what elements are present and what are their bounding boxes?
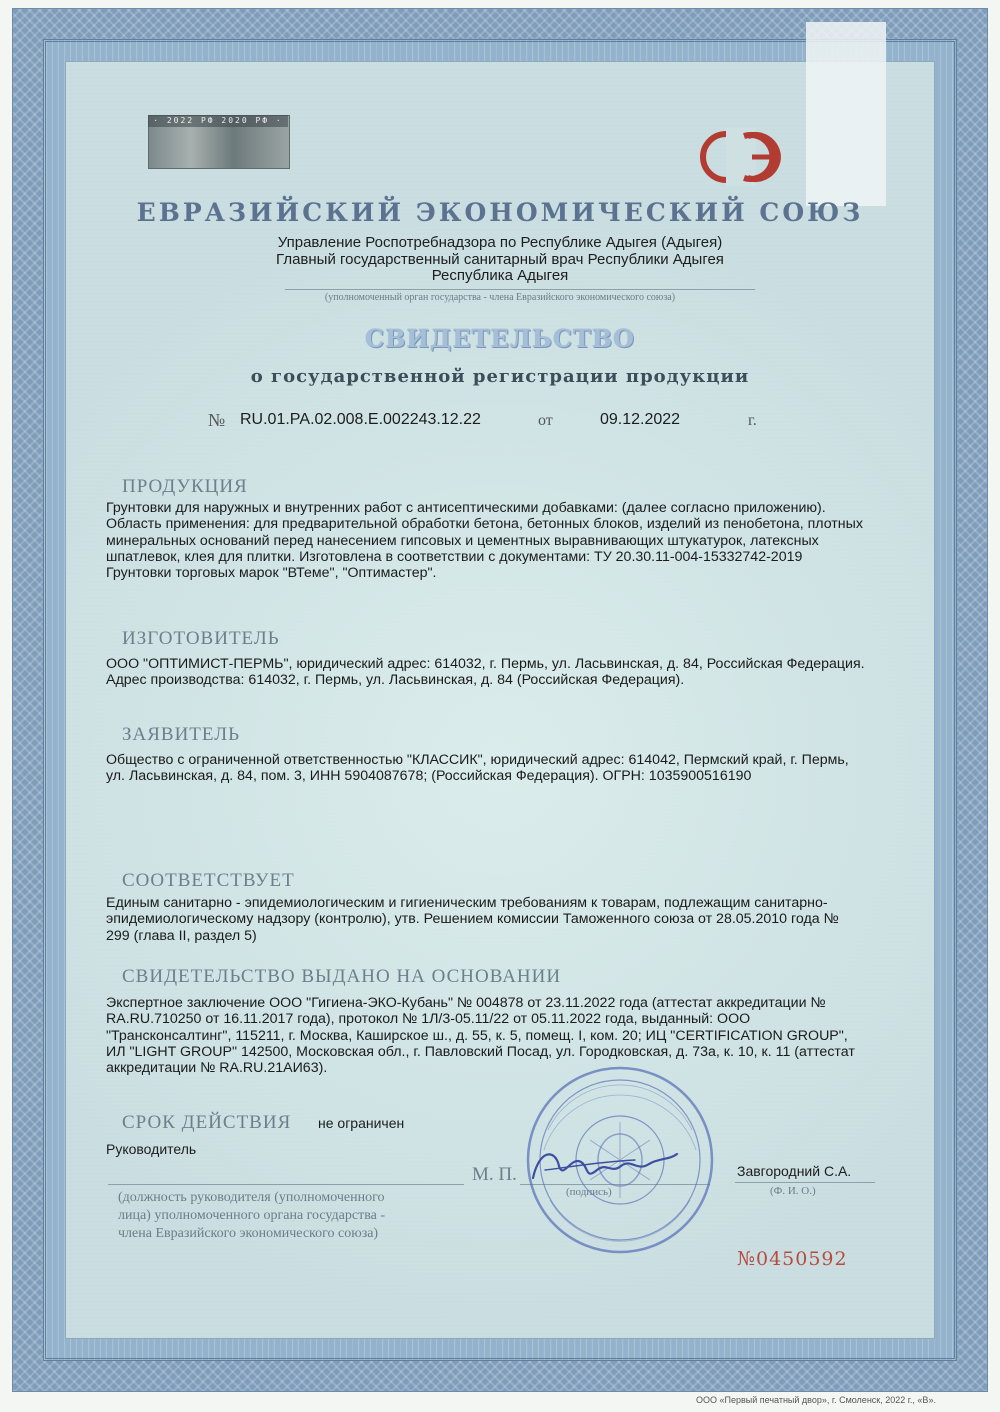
date-prefix: от [538,412,553,429]
role-label: Руководитель [106,1141,197,1157]
form-serial-number: №0450592 [737,1248,848,1270]
name-line [735,1182,875,1183]
product-text: Грунтовки для наружных и внутренних работ с антисептическими добавками: (далее согласно приложению). Область применения: для предварительной обработки бетона, бетонных блоков, изделий из пенобетона, плотных минеральных оснований перед нанесением гипсовых и цементных выравнивающих штукатурок, латексных шпатлевок, клея для плитки. Изготовлена в соответствии с документами: ТУ 20.30.11-004-15332742-2019 Грунтовки торговых марок "ВТеме", "Оптимастер". [106,500,863,582]
conforms-text: Единым санитарно - эпидемиологическим и гигиеническим требованиям к товарам, подлежащим санитарно-эпидемиологическому надзору (контролю), утв. Решением комиссии Таможенного союза от 28.05.2010 года № 299 (глава II, раздел 5) [106,895,839,944]
certificate-date: 09.12.2022 [600,411,681,428]
number-prefix: № [208,410,226,430]
certificate-subtitle: о государственной регистрации продукции [250,366,750,387]
role-caption-1: (должность руководителя (уполномоченного [118,1190,385,1205]
signature-caption: (подпись) [566,1186,612,1198]
validity-value: не ограничен [318,1115,405,1131]
authority-caption: (уполномоченный орган государства - члена Евразийского экономического союза) [324,292,676,303]
name-caption: (Ф. И. О.) [770,1185,816,1197]
handwritten-signature-icon [525,1140,685,1190]
manufacturer-text: ООО "ОПТИМИСТ-ПЕРМЬ", юридический адрес: 614032, г. Пермь, ул. Ласьвинская, д. 84, Российская Федерация. Адрес производства: 614032, г. Пермь, ул. Ласьвинская, д. 84 (Российская Федерация). [106,656,865,689]
role-caption-2: лица) уполномоченного органа государства - [118,1208,386,1223]
applicant-text: Общество с ограниченной ответственностью "КЛАССИК", юридический адрес: 614042, Пермский край, г. Пермь, ул. Ласьвинская, д. 84, пом. 3, ИНН 5904087678; (Российская Федерация). ОГРН: 1035900516190 [106,752,849,785]
product-heading: ПРОДУКЦИЯ [122,476,248,497]
basis-text: Экспертное заключение ООО "Гигиена-ЭКО-Кубань" № 004878 от 23.11.2022 года (аттестат аккредитации № RA.RU.710250 от 16.11.2017 года), протокол № 1Л/3-05.11/22 от 05.11.2022 года, выданный: ООО "Трансконсалтинг", 115211, г. Москва, Каширское ш., д. 55, к. 5, помещ. I, ком. 20; ИЦ "CERTIFICATION GROUP", ИЛ "LIGHT GROUP" 142500, Московская обл., г. Павловский Посад, ул. Городковская, д. 73а, к. 10, к. 11 (аттестат аккредитации № RA.RU.21АИ63). [106,995,855,1077]
union-title: ЕВРАЗИЙСКИЙ ЭКОНОМИЧЕСКИЙ СОЮЗ [136,198,864,227]
eac-ce-logo-icon [696,128,788,186]
certificate-number: RU.01.РА.02.008.Е.002243.12.22 [240,411,481,428]
date-suffix: г. [748,412,757,429]
printer-footer: ООО «Первый печатный двор», г. Смоленск, 2022 г., «В». [696,1395,936,1405]
basis-heading: СВИДЕТЕЛЬСТВО ВЫДАНО НА ОСНОВАНИИ [122,966,562,987]
seal-label: М. П. [472,1164,517,1185]
role-signature-line [108,1184,464,1185]
manufacturer-heading: ИЗГОТОВИТЕЛЬ [122,628,280,649]
applicant-heading: ЗАЯВИТЕЛЬ [122,724,241,745]
authority-line-3: Республика Адыгея [431,267,569,284]
certificate-title: СВИДЕТЕЛЬСТВО [364,324,636,353]
conforms-heading: СООТВЕТСТВУЕТ [122,870,295,891]
blank-corner [806,22,886,206]
signatory-name: Завгородний С.А. [737,1163,852,1179]
hologram-strip: · 2022 РФ 2020 РФ · [148,115,288,127]
authority-underline [285,289,755,290]
validity-heading: СРОК ДЕЙСТВИЯ [122,1112,292,1133]
role-caption-3: члена Евразийского экономического союза) [118,1226,379,1241]
authority-line-1: Управление Роспотребнадзора по Республике Адыгея (Адыгея) [277,234,723,251]
authority-line-2: Главный государственный санитарный врач Республики Адыгея [276,251,724,268]
